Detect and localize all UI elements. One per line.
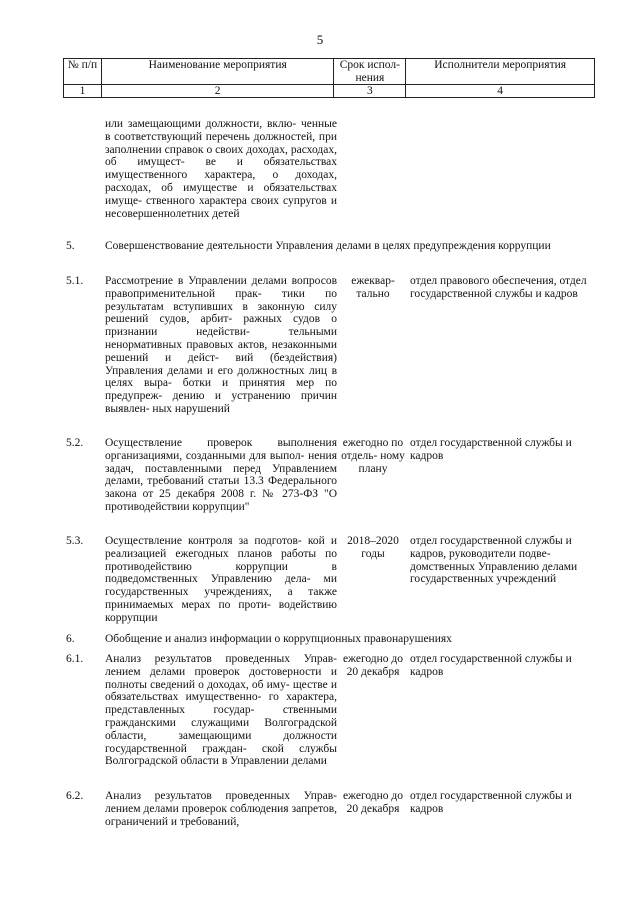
section-number: 6. [66, 633, 75, 645]
row-executors: отдел правового обеспечения, отдел государственной службы и кадров [410, 275, 587, 300]
section-title: Совершенствование деятельности Управления делами в целях предупреждения коррупции [105, 240, 551, 252]
header-col-executors: Исполнители мероприятия [406, 59, 595, 85]
header-num-2: 2 [101, 85, 334, 98]
row-executors: отдел государственной службы и кадров [410, 653, 572, 678]
row-term: ежеквар- тально [351, 275, 395, 300]
row-executors: отдел государственной службы и кадров [410, 790, 572, 815]
section-title: Обобщение и анализ информации о коррупционных правонарушениях [105, 633, 452, 645]
row-term: 2018–2020 годы [347, 535, 399, 560]
row-term: ежегодно по отдель- ному плану [341, 437, 405, 475]
section-number: 5. [66, 240, 75, 252]
page-number: 5 [316, 32, 324, 47]
row-number: 6.2. [66, 790, 84, 802]
row-number: 5.2. [66, 437, 84, 449]
header-num-3: 3 [334, 85, 406, 98]
row-name: Осуществление проверок выполнения организациями, созданными для выпол- нения задач, поставленными перед Управлением делами, требований статьи 13.3 Федерального закона от 25 декабря 2008 г. № 273-ФЗ "О противодействии коррупции" [105, 437, 337, 513]
row-executors: отдел государственной службы и кадров, руководители подве- домственных Управлению делами государственных учреждений [410, 535, 578, 586]
header-col-name: Наименование мероприятия [101, 59, 334, 85]
row-name: Рассмотрение в Управлении делами вопросов правоприменительной прак- тики по результатам вступивших в законную силу решений судов, арбит- ражных судов о признании недействи- тельными ненормативных правовых актов, незаконными решений и дейст- вий (бездействия) Управления делами и его должностных лиц в целях выра- ботки и принятия мер по предупреж- дению и устранению причин выявлен- ных нарушений [105, 275, 337, 415]
row-name: Осуществление контроля за подготов- кой и реализацией ежегодных планов работы по противодействию коррупции в подведомственных Управлению дела- ми государственных учреждениях, а также принимаемых мерах по проти- водействию коррупции [105, 535, 337, 624]
row-name: Анализ результатов проведенных Управ- лением делами проверок достоверности и полноты сведений о доходах, об иму- ществе и обязательствах имущественно- го характера, представленных государ- ственными гражданскими служащими Волгоградской области, замещающими должности государственной граждан- ской службы Волгоградской области в Управлении делами [105, 653, 337, 768]
continuation-text: или замещающими должности, вклю- ченные в соответствующий перечень должностей, при заполнении справок о своих доходах, расходах, об имущест- ве и обязательствах имущественного характера, о доходах, расходах, об имуществе и обязательствах имуще- ственного характера своих супругов и несовершеннолетних детей [105, 118, 337, 220]
row-number: 6.1. [66, 653, 84, 665]
row-number: 5.1. [66, 275, 84, 287]
row-term: ежегодно до 20 декабря [342, 790, 404, 815]
row-number: 5.3. [66, 535, 84, 547]
header-col-number: № п/п [64, 59, 102, 85]
row-term: ежегодно до 20 декабря [342, 653, 404, 678]
table-header [63, 58, 595, 98]
row-executors: отдел государственной службы и кадров [410, 437, 572, 462]
header-num-4: 4 [406, 85, 595, 98]
header-num-1: 1 [64, 85, 102, 98]
header-col-term: Срок испол- нения [334, 59, 406, 85]
row-name: Анализ результатов проведенных Управ- лением делами проверок соблюдения запретов, ограничений и требований, [105, 790, 337, 828]
